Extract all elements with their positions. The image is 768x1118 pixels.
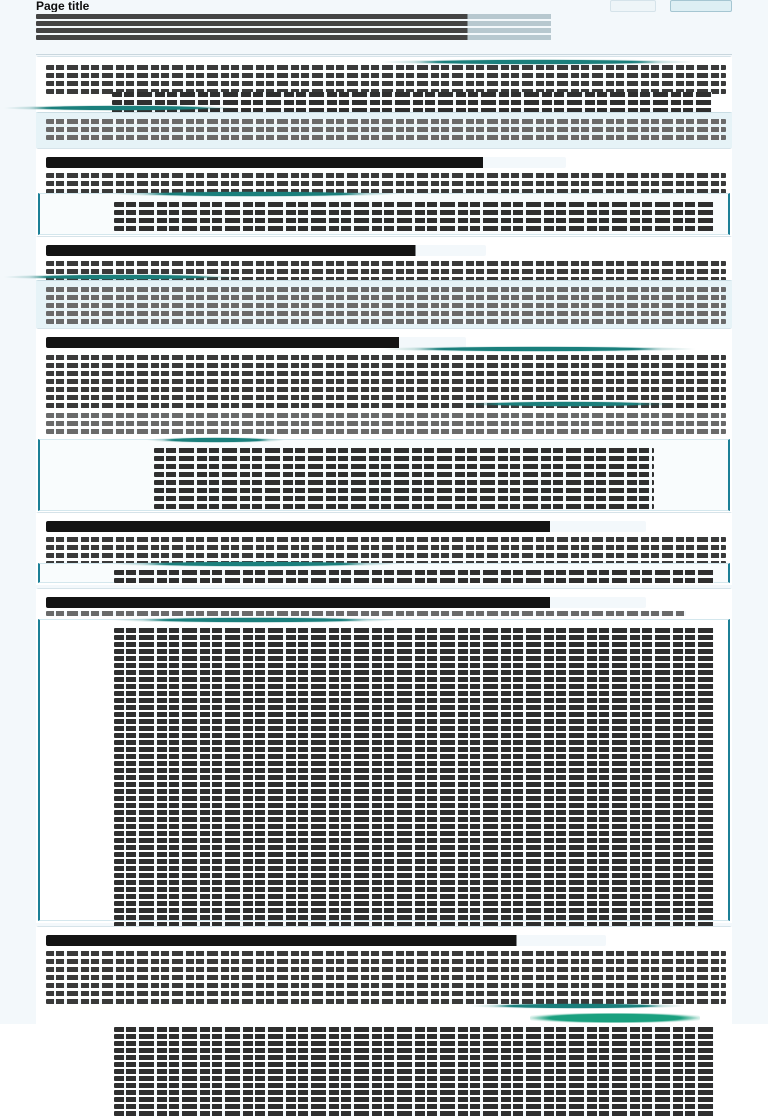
page-title: Page title (36, 0, 90, 12)
accent-divider (458, 401, 678, 407)
highlight-band (36, 280, 732, 330)
card-list (114, 570, 714, 586)
section-title (46, 597, 646, 608)
accent-divider (110, 191, 400, 197)
section-4 (36, 512, 732, 585)
section-1 (36, 148, 732, 237)
summary-line (36, 28, 732, 33)
section-6 (36, 926, 732, 1025)
top-header (36, 0, 732, 55)
section-3 (36, 328, 732, 513)
paragraph (46, 413, 726, 437)
bottom-accent (530, 1013, 700, 1023)
summary-line (36, 21, 732, 26)
paragraph (46, 951, 726, 1007)
content-block (36, 56, 732, 113)
document-content (36, 0, 732, 1024)
card-list (114, 202, 714, 234)
accent-divider (110, 561, 400, 567)
tab-2[interactable] (670, 0, 732, 12)
info-card (38, 563, 730, 583)
summary-line (36, 35, 732, 40)
section-title (46, 157, 566, 168)
accent-divider (146, 437, 286, 443)
code-card (38, 619, 730, 921)
section-5 (36, 588, 732, 923)
info-card (38, 439, 730, 511)
section-2 (36, 236, 732, 281)
paragraph (46, 119, 726, 143)
section-title (46, 935, 606, 946)
section-title (46, 521, 646, 532)
accent-divider (378, 346, 698, 352)
code-lines (114, 628, 714, 1118)
paragraph (46, 287, 726, 327)
accent-divider (2, 105, 242, 111)
highlight-band (36, 112, 732, 150)
card-list (154, 448, 654, 512)
accent-divider (110, 617, 400, 623)
top-tabs (610, 0, 732, 12)
header-summary (36, 14, 732, 42)
tab-1[interactable] (610, 0, 656, 12)
info-card (38, 193, 730, 235)
section-title (46, 245, 486, 256)
summary-line (36, 14, 732, 19)
accent-divider (468, 1003, 688, 1009)
